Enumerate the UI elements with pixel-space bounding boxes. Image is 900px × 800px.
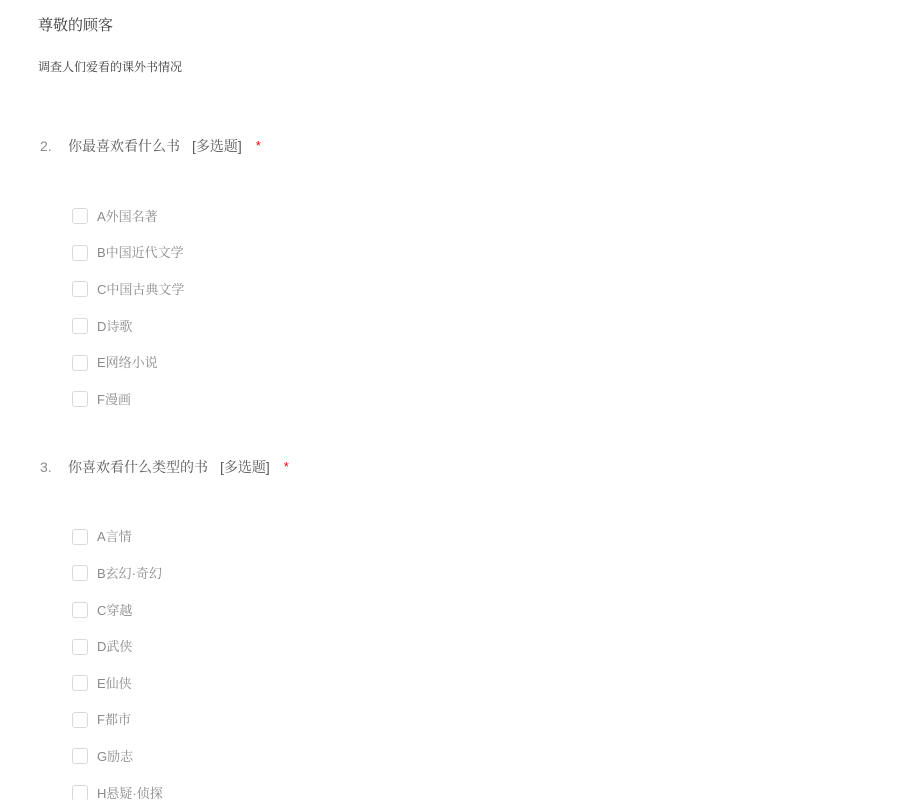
required-asterisk: * (283, 458, 289, 474)
checkbox-icon[interactable] (72, 245, 88, 261)
survey-subtitle: 调查人们爱看的课外书情况 (38, 60, 183, 74)
option-label: F都市 (97, 712, 131, 728)
question-list (38, 139, 900, 800)
option-label: A外国名著 (97, 208, 158, 224)
checkbox-icon[interactable] (72, 565, 88, 581)
question (38, 460, 900, 800)
question-header (38, 460, 900, 475)
checkbox-icon[interactable] (72, 391, 88, 407)
required-asterisk: * (255, 138, 261, 153)
checkbox-icon[interactable] (72, 785, 88, 800)
option-label: H悬疑·侦探 (97, 785, 163, 800)
option-label: A言情 (97, 529, 132, 545)
option-label: C穿越 (97, 602, 133, 618)
checkbox-icon[interactable] (72, 602, 88, 618)
option-list (38, 198, 900, 418)
option-label: G励志 (97, 748, 134, 764)
option-list (38, 519, 900, 800)
checkbox-icon[interactable] (72, 529, 88, 545)
option-label: B中国近代文学 (97, 245, 184, 261)
checkbox-option[interactable] (38, 271, 900, 308)
checkbox-option[interactable] (38, 344, 900, 381)
checkbox-option[interactable] (38, 775, 900, 800)
checkbox-option[interactable] (38, 702, 900, 739)
option-label: C中国古典文学 (97, 281, 185, 297)
option-label: B玄幻·奇幻 (97, 565, 163, 581)
option-label: F漫画 (97, 391, 131, 407)
checkbox-icon[interactable] (72, 639, 88, 655)
checkbox-option[interactable] (38, 555, 900, 592)
checkbox-icon[interactable] (72, 208, 88, 224)
checkbox-option[interactable] (38, 628, 900, 665)
checkbox-option[interactable] (38, 665, 900, 702)
checkbox-option[interactable] (38, 519, 900, 556)
checkbox-icon[interactable] (72, 318, 88, 334)
option-label: E仙侠 (97, 675, 132, 691)
option-label: D武侠 (97, 639, 133, 655)
option-label: E网络小说 (97, 355, 158, 371)
question-type-tag: [多选题] (192, 138, 242, 154)
checkbox-option[interactable] (38, 308, 900, 345)
question-number: 2. (40, 138, 52, 154)
checkbox-icon[interactable] (72, 712, 88, 728)
question-number: 3. (40, 458, 52, 475)
checkbox-icon[interactable] (72, 355, 88, 371)
checkbox-icon[interactable] (72, 675, 88, 691)
checkbox-option[interactable] (38, 235, 900, 272)
checkbox-option[interactable] (38, 592, 900, 629)
question-text: 你喜欢看什么类型的书 (68, 458, 208, 475)
question (38, 139, 900, 418)
checkbox-option[interactable] (38, 381, 900, 418)
question-text: 你最喜欢看什么书 (68, 138, 180, 154)
question-header (38, 139, 900, 154)
option-label: D诗歌 (97, 318, 133, 334)
checkbox-option[interactable] (38, 198, 900, 235)
question-type-tag: [多选题] (220, 458, 270, 475)
survey-title: 尊敬的顾客 (38, 17, 114, 34)
checkbox-option[interactable] (38, 738, 900, 775)
checkbox-icon[interactable] (72, 748, 88, 764)
checkbox-icon[interactable] (72, 281, 88, 297)
